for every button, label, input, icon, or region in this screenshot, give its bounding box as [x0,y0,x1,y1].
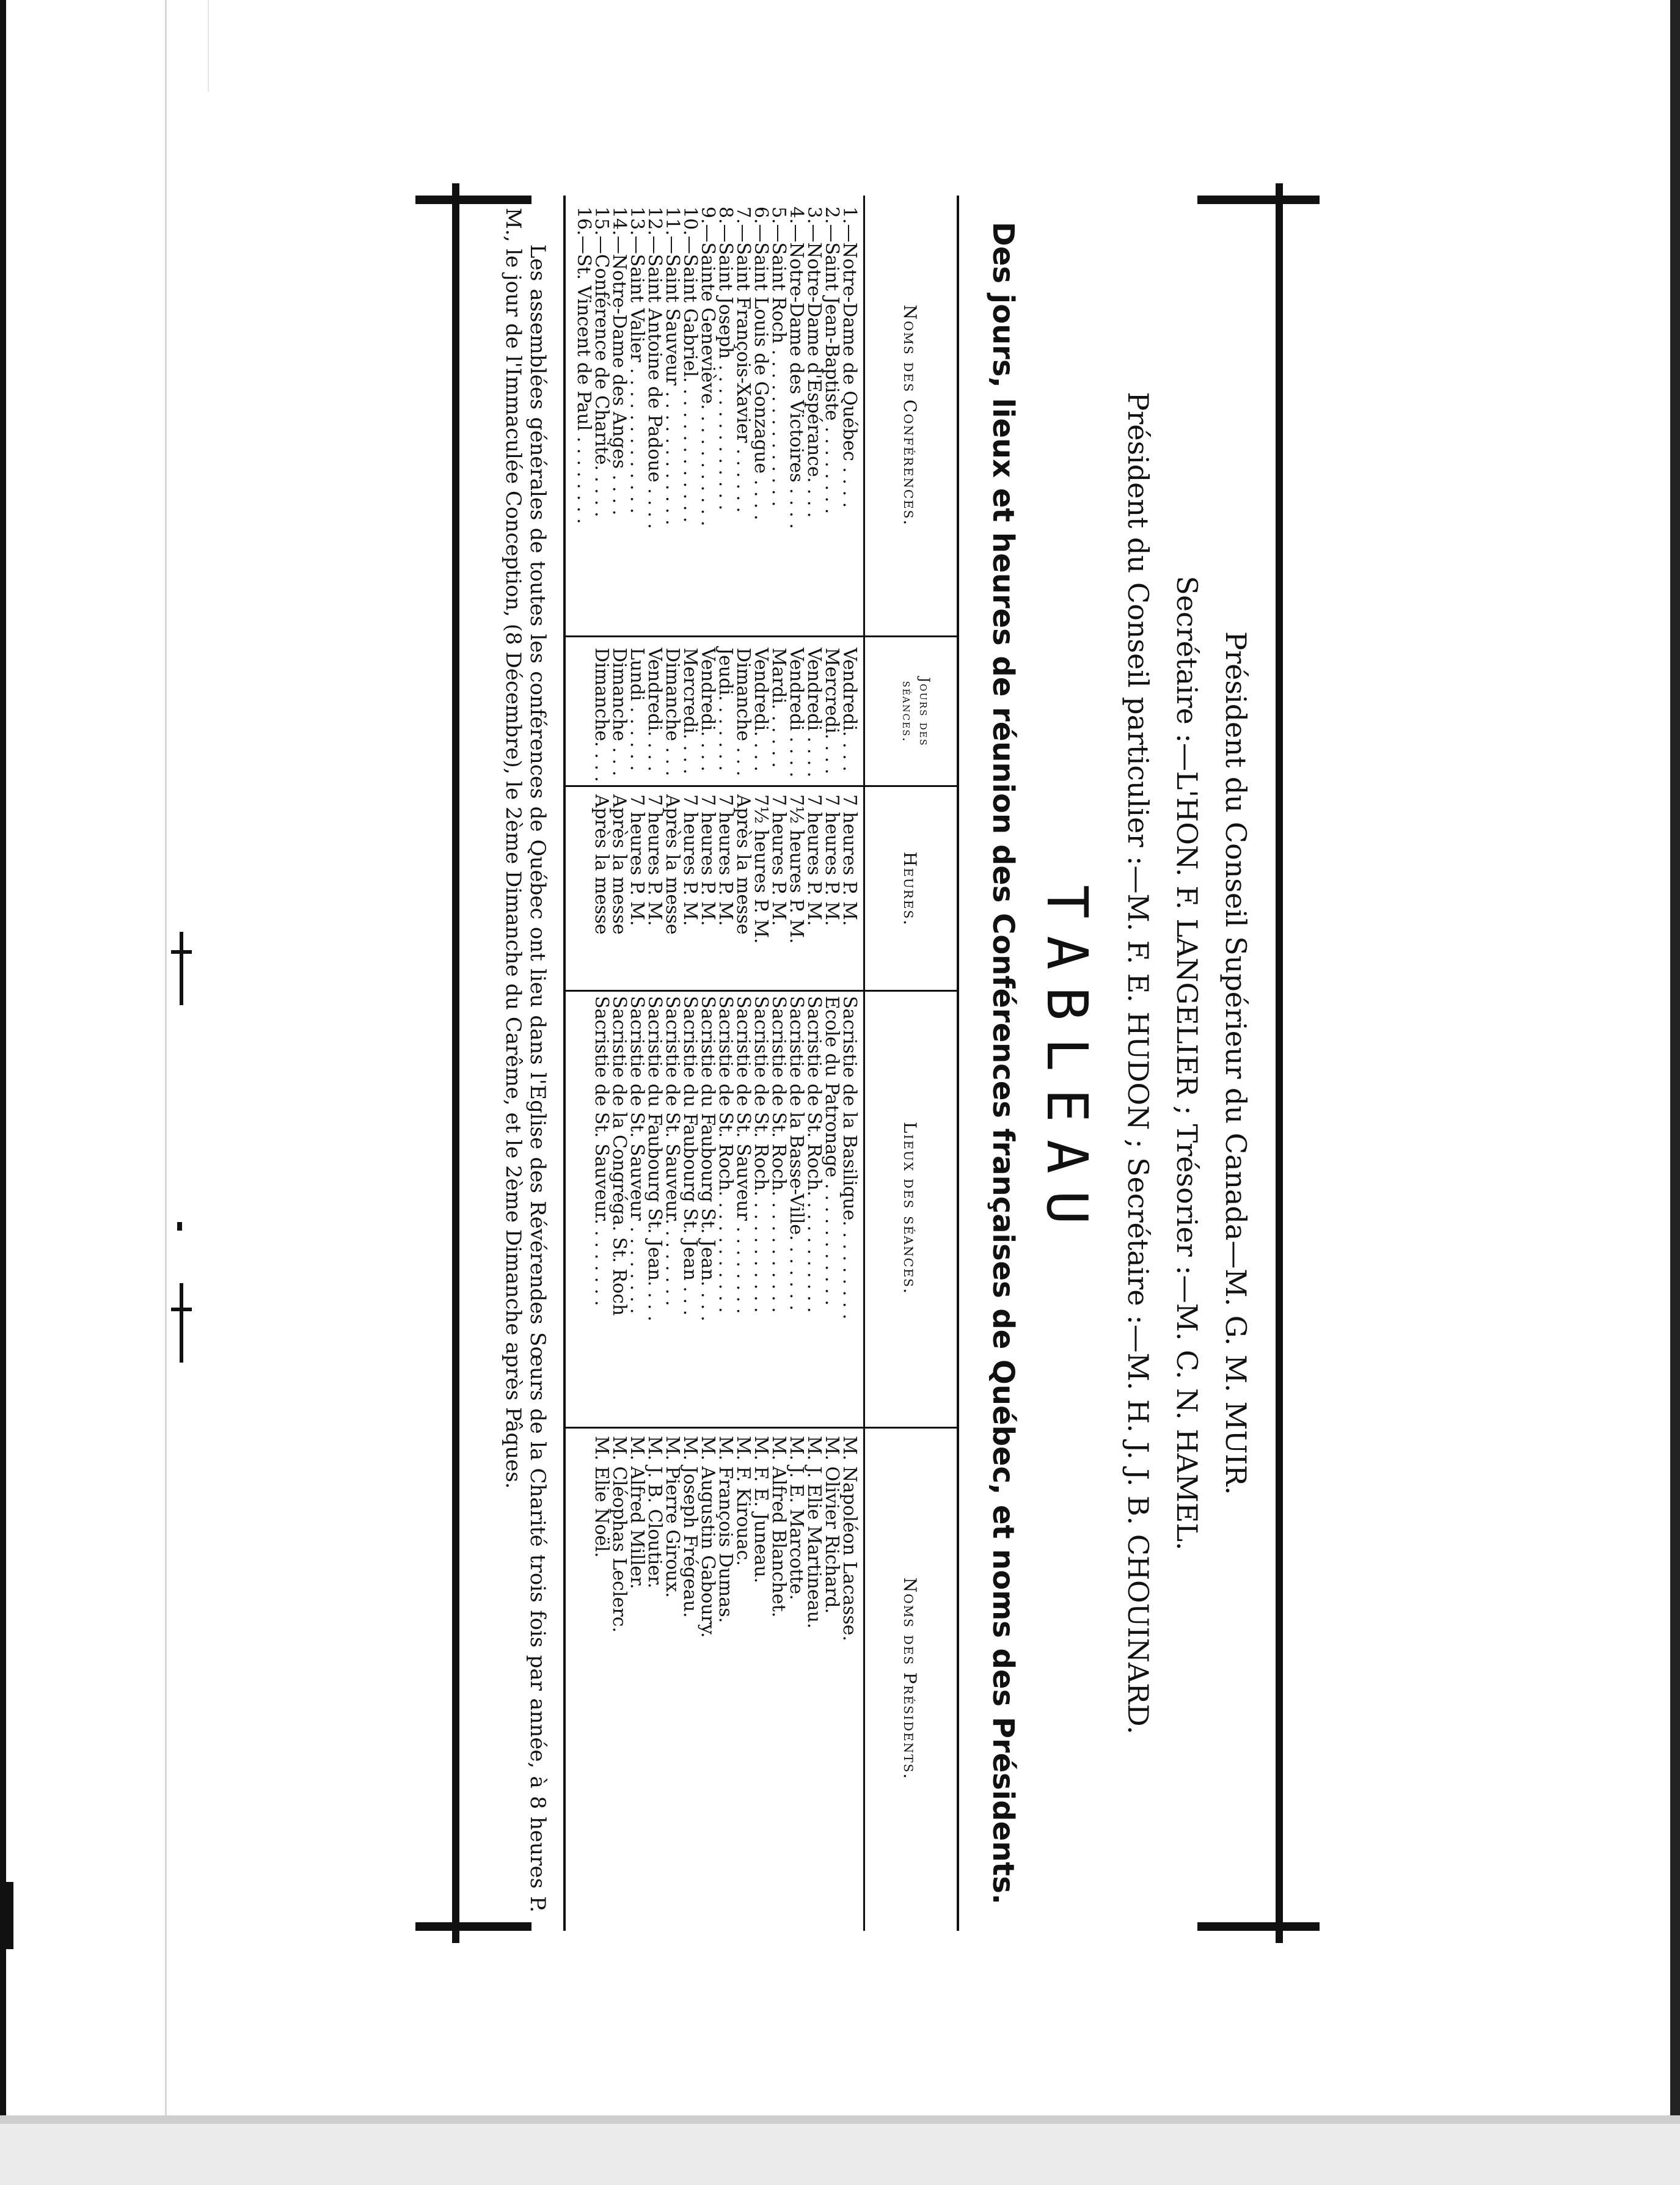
session-day: Vendredi. . . . [644,648,665,772]
table-row [751,196,770,1931]
scan-edge-right [1670,0,1680,2185]
table-row [592,196,611,1931]
president-name: M. F. E. Juneau. [750,1436,772,1584]
president-name: M. Cléophas Leclerc. [608,1436,630,1633]
session-place: Ecole du Patronage . . . . . . . . . . . [821,996,842,1306]
rotated-document [452,183,1283,1943]
header-session-places: Lieux des séances. [900,1121,920,1295]
conferences-table [563,196,959,1931]
president-name: M. Augustin Gaboury. [697,1436,718,1638]
session-hour: Après la messe [732,794,754,935]
session-place: Sacristie de St. Sauveur . . . . . . . . [626,996,648,1314]
session-day: Vendredi. . . . [839,648,860,772]
president-name: M. Olivier Richard. [821,1436,842,1614]
session-day: Mardi. . . . . . [768,648,789,768]
session-place: Sacristie de la Basse-Ville. . . . . . . [786,996,807,1311]
session-hour: Après la messe [662,794,683,935]
header-hours: Heures. [900,851,920,927]
session-hour: 7 heures P. M. [839,794,860,926]
session-place: Sacristie du Faubourg St. Jean. . . . [697,996,718,1322]
session-day: Vendredi. . . . [697,648,718,772]
session-day: Mercredi. . . . [679,648,701,775]
session-place: Sacristie de St. Roch. . . . . . . . . . . [768,996,789,1313]
document-subtitle: Des jours, lieux et heures de réunion des Conférences françaises de Québec, et noms des Présidents. [986,222,1020,1905]
session-day: Vendredi . . . . [786,648,807,778]
table-row [681,196,699,1931]
conference-name: 5.—Saint Roch . . . . . . . . . . . . . . [768,207,789,507]
session-place: Sacristie du Faubourg St. Jean . . . [679,996,701,1316]
conference-name: 14.—Notre-Dame des Anges . . . . [608,207,630,516]
session-hour: 7 heures P. M. [768,794,789,926]
president-name: M. Pierre Giroux. [662,1436,683,1598]
table-row [734,196,753,1931]
session-day: Vendredi . . . . [803,648,825,778]
session-day: Lundi . . . . . . [626,648,648,771]
table-row [610,196,629,1931]
conference-name: 7.—Saint François-Xavier . . . . . . [732,207,754,513]
table-row [769,196,788,1931]
header-conference-names: Noms des Conférences. [900,304,920,527]
scan-mark [180,1283,183,1363]
left-rule-end-bottom [415,196,531,204]
president-name: M. Alfred Miller. [626,1436,648,1589]
document-frame [452,183,1283,1943]
session-place: Sacristie de St. Roch. . . . . . . . . . . [750,996,772,1313]
session-hour: 7 heures P. M. [821,794,842,926]
session-day: Dimanche . . . [732,648,754,777]
president-name: M. Joseph Frégeau. [679,1436,701,1618]
header-line-3: Président du Conseil particulier :—M. F. E. HUDON ; Secrétaire :—M. H. J. J. B. CHOUINARD. [1122,392,1155,1735]
session-hour: 7 heures P. M. [644,794,665,926]
president-name: M. J. E. Marcotte. [786,1436,807,1600]
scan-tick-mark [0,1882,13,1949]
session-place: Sacristie de St. Roch. . . . . . . . . . . [715,996,736,1313]
header-line-1: Président du Conseil Supérieur du Canada—M. G. M. MUIR. [1219,631,1252,1495]
session-day: Mercredi. . . . [821,648,842,775]
conference-name: 2.—Saint Jean-Baptiste . . . . . . . . [821,207,842,514]
session-hour: 7 heures P. M. [697,794,718,926]
session-hour: 7 heures P. M. [626,794,648,926]
session-day: Dimanche . . . [608,648,630,777]
general-assembly-note: Les assemblées générales de toutes les conférences de Québec ont lieu dans l'Eglise des Révérendes Sœurs de la Charité trois fois par année, à 8 heures P. M., le jour de l'Immaculée Conception, (8 Décembre), le 2ème Dimanche du Carême, et le 2ème Dimanche après Pâques. [501,208,550,1912]
session-day: Dimanche . . . [662,648,683,777]
conference-name: 9.—Sainte Geneviève. . . . . . . . . . . [697,207,718,527]
president-name: M. Alfred Blanchet. [768,1436,789,1618]
session-place: Sacristie de la Basilique. . . . . . . . . [839,996,860,1320]
header-divider [863,196,865,1931]
session-hour: Après la messe [591,794,612,935]
bottom-rule [452,183,459,1943]
session-hour: 7 heures P. M. [715,794,736,926]
right-rule-end [1197,1922,1320,1931]
president-name: M. Napoléon Lacasse. [839,1436,860,1642]
conference-name: 3.—Notre-Dame d'Espérance. . . . [803,207,825,518]
conference-name: 1.—Notre-Dame de Québec . . . . [839,207,860,508]
session-day: Jeudi. . . . . . . [715,648,736,771]
page-fold-corner [183,0,209,92]
scan-edge-left [0,0,6,2185]
conference-name: 15.—Conférence de Charité. . . . . [591,207,612,518]
header-president-names: Noms des Présidents. [900,1577,920,1781]
session-place: Sacristie de St. Sauveur. . . . . . . . [662,996,683,1306]
president-name: M. J. B. Cloutier. [644,1436,665,1589]
session-hour: 7½ heures P. M. [750,794,772,944]
left-rule-end [1197,196,1320,204]
top-rule [1276,183,1283,1943]
conference-name: 12.—Saint Antoine de Padoue . . . . [644,207,665,529]
table-row [663,196,682,1931]
session-hour: 7 heures P. M. [679,794,701,926]
session-day: Vendredi. . . . [750,648,772,772]
scan-mark [180,932,183,1005]
session-place: Sacristie de St. Sauveur. . . . . . . . [591,996,612,1306]
conference-name: 6.—Saint Louis de Gonzague . . . . [750,207,772,521]
header-session-days: Jours des séances. [899,677,932,747]
session-hour: 7½ heures P. M. [786,794,807,944]
conference-name: 11.—Saint Sauveur . . . . . . . . . . . . [662,207,683,525]
table-row [698,196,717,1931]
scan-bottom-band [0,2115,1680,2185]
session-hour: Après la messe [608,794,630,935]
page-fold-line [165,0,167,2185]
right-rule-end-bottom [415,1922,531,1931]
session-place: Sacristie de St. Sauveur . . . . . . . . [732,996,754,1314]
conference-name: 16.—St. Vincent de Paul . . . . . . . . [573,207,594,524]
session-hour: 7 heures P. M. [803,794,825,926]
table-row [787,196,806,1931]
scan-mark [171,950,192,954]
president-name: M. F. Kirouac. [732,1436,754,1566]
scan-mark [177,1222,182,1231]
scan-mark [171,1308,192,1311]
header-line-2: Secrétaire :—L'HON. F. LANGELIER ; Trésorier :—M. C. N. HAMEL. [1171,576,1203,1551]
table-row [805,196,824,1931]
conference-name: 10.—Saint Gabriel. . . . . . . . . . . . . [679,207,701,523]
conference-name: 13.—Saint Valier . . . . . . . . . . . . . [626,207,648,514]
table-row [716,196,735,1931]
table-row [822,196,841,1931]
document-title: TABLEAU [1034,885,1100,1242]
president-name: M. François Dumas. [715,1436,736,1623]
conference-name: 4.—Notre-Dame des Victoires . . . . [786,207,807,529]
session-place: Sacristie de St. Roch. . . . . . . . . . . [803,996,825,1313]
session-place: Sacristie du Faubourg St. Jean. . . . [644,996,665,1322]
president-name: M. J. Elie Martineau. [803,1436,825,1629]
session-day: Dimanche. . . . [591,648,612,782]
session-place: Sacristie de la Congréga. St. Roch [608,996,630,1316]
table-row [840,196,859,1931]
table-row [645,196,664,1931]
conference-name: 8.—Saint Joseph . . . . . . . . . . . . . [715,207,736,511]
table-row [627,196,646,1931]
president-name: M. Elie Noël. [591,1436,612,1558]
table-row [574,196,593,1931]
